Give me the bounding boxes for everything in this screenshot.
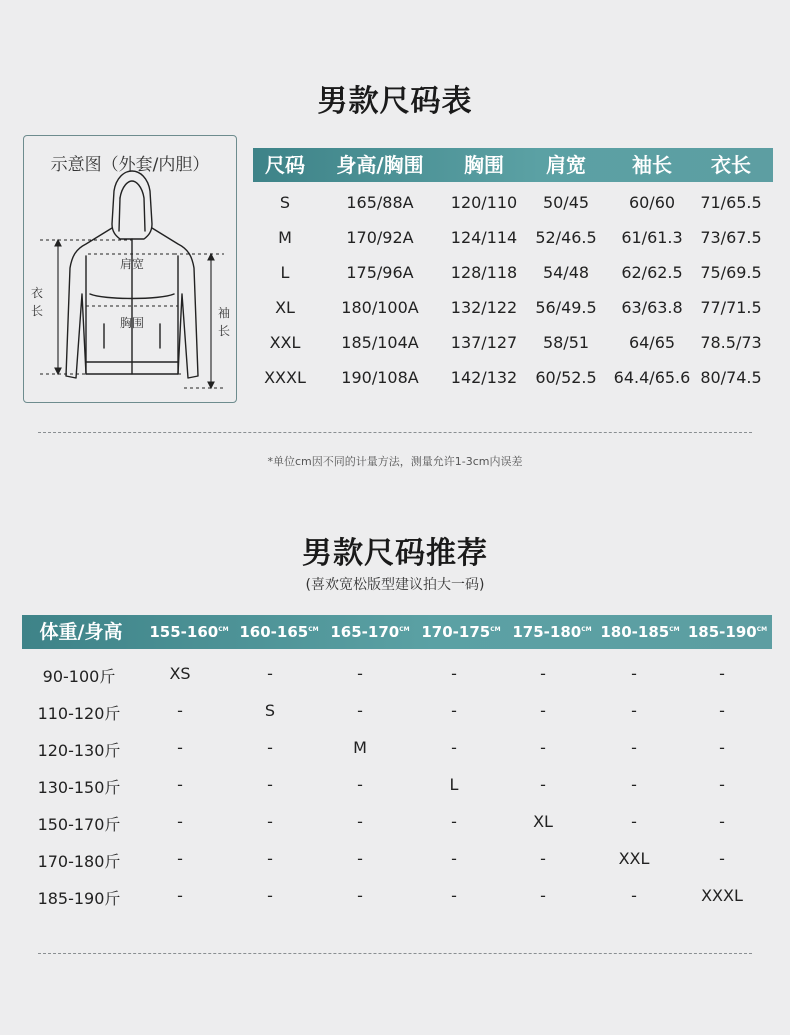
header-height-col: $160-165^{CM}$ [239,623,319,641]
recommend-cell: - [267,886,273,905]
table-cell: 58/51 [542,333,590,352]
table-cell: 124/114 [450,228,518,247]
table-cell: 128/118 [450,263,518,282]
measurement-note: *单位cm因不同的计量方法，测量允许1-3cm内误差 [267,455,523,468]
jacket-diagram [23,135,237,403]
recommend-cell: - [357,701,363,720]
table-cell: 64.4/65.6 [613,368,691,387]
recommend-cell: - [719,812,725,831]
recommend-cell: - [631,775,637,794]
shoulder-width-label: 肩宽 [119,257,144,271]
row-weight-label: 120-130斤 [37,741,121,760]
table-cell: 175/96A [346,263,414,282]
table-cell: S [279,193,291,212]
recommend-cell: - [357,812,363,831]
table-cell: 56/49.5 [535,298,597,317]
header-chest: 胸围 [464,153,504,177]
recommend-cell: - [719,849,725,868]
table-cell: 64/65 [628,333,676,352]
recommend-cell: - [540,886,546,905]
size-chart-title: 男款尺码表 [317,84,473,119]
table-cell: 60/52.5 [535,368,597,387]
table-cell: M [278,228,292,247]
recommend-cell: - [177,775,183,794]
recommend-cell: - [540,775,546,794]
row-weight-label: 150-170斤 [37,815,121,834]
table-cell: 75/69.5 [700,263,762,282]
recommend-cell: - [177,701,183,720]
recommend-cell: - [631,701,637,720]
table-cell: 52/46.5 [535,228,597,247]
sleeve-length-label: 袖长 [217,306,230,338]
size-recommendation-title: 男款尺码推荐 [302,536,488,571]
size-table-header [253,148,773,182]
table-cell: 54/48 [542,263,590,282]
table-cell: 63/63.8 [621,298,683,317]
table-cell: 71/65.5 [700,193,762,212]
recommend-cell: S [264,701,276,720]
recommend-cell: - [719,664,725,683]
table-cell: 120/110 [450,193,518,212]
recommend-cell: - [631,886,637,905]
recommend-cell: XL [533,812,553,831]
header-height-chest: 身高/胸围 [336,153,424,177]
table-cell: XXL [269,333,301,352]
recommend-cell: - [267,738,273,757]
table-cell: L [280,263,290,282]
recommend-table-header [22,615,772,649]
diagram-caption: 示意图（外套/内胆） [50,155,210,175]
size-recommendation-subtitle: (喜欢宽松版型建议拍大一码) [305,577,485,593]
recommend-cell: - [719,738,725,757]
recommend-cell: - [357,849,363,868]
recommend-cell: - [631,664,637,683]
recommend-cell: - [177,849,183,868]
row-weight-label: 110-120斤 [37,704,121,723]
recommend-cell: M [353,738,367,757]
header-height-col: $185-190^{CM}$ [687,623,768,641]
recommend-cell: - [540,701,546,720]
recommend-cell: - [177,738,183,757]
recommend-cell: L [449,775,459,794]
table-cell: 170/92A [346,228,414,247]
table-cell: 165/88A [346,193,414,212]
recommend-cell: - [267,664,273,683]
header-height-col: $180-185^{CM}$ [600,623,680,641]
recommend-cell: - [357,775,363,794]
recommend-cell: - [540,849,546,868]
recommend-cell: XXL [618,849,650,868]
body-length-label: 衣长 [30,286,43,318]
row-weight-label: 130-150斤 [37,778,121,797]
recommend-cell: - [177,886,183,905]
table-cell: 60/60 [628,193,676,212]
recommend-cell: - [451,738,457,757]
recommend-cell: - [540,738,546,757]
divider [38,953,752,954]
recommend-cell: - [267,775,273,794]
recommend-cell: - [719,775,725,794]
row-weight-label: 170-180斤 [37,852,121,871]
divider [38,432,752,433]
header-size: 尺码 [265,153,305,177]
recommend-cell: - [177,812,183,831]
table-cell: 78.5/73 [700,333,762,352]
header-height-col: $170-175^{CM}$ [421,623,501,641]
header-sleeve: 袖长 [632,153,672,177]
recommend-cell: - [631,812,637,831]
table-cell: 132/122 [450,298,518,317]
recommend-cell: - [267,812,273,831]
table-cell: 61/61.3 [621,228,683,247]
recommend-cell: XS [169,664,191,683]
header-shoulder: 肩宽 [546,153,586,177]
recommend-cell: - [451,849,457,868]
table-cell: 142/132 [450,368,518,387]
recommend-cell: - [451,886,457,905]
table-cell: 80/74.5 [700,368,762,387]
table-cell: 137/127 [450,333,518,352]
header-height-col: $155-160^{CM}$ [149,623,229,641]
recommend-cell: XXXL [701,886,743,905]
recommend-cell: - [451,701,457,720]
table-cell: 50/45 [542,193,590,212]
header-length: 衣长 [711,153,751,177]
table-cell: 190/108A [341,368,419,387]
recommend-cell: - [451,664,457,683]
recommend-cell: - [631,738,637,757]
recommend-cell: - [719,701,725,720]
header-height-col: $175-180^{CM}$ [512,623,592,641]
table-cell: 62/62.5 [621,263,683,282]
recommend-cell: - [357,664,363,683]
header-height-col: $165-170^{CM}$ [330,623,410,641]
recommend-cell: - [357,886,363,905]
recommend-cell: - [451,812,457,831]
table-cell: 73/67.5 [700,228,762,247]
table-cell: XL [275,298,295,317]
header-weight-height: 体重/身高 [39,621,123,643]
recommend-cell: - [267,849,273,868]
row-weight-label: 90-100斤 [42,667,116,686]
table-cell: 77/71.5 [700,298,762,317]
table-cell: 180/100A [341,298,419,317]
row-weight-label: 185-190斤 [37,889,121,908]
table-cell: 185/104A [341,333,419,352]
table-cell: XXXL [264,368,306,387]
chest-label: 胸围 [119,316,144,330]
recommend-cell: - [540,664,546,683]
